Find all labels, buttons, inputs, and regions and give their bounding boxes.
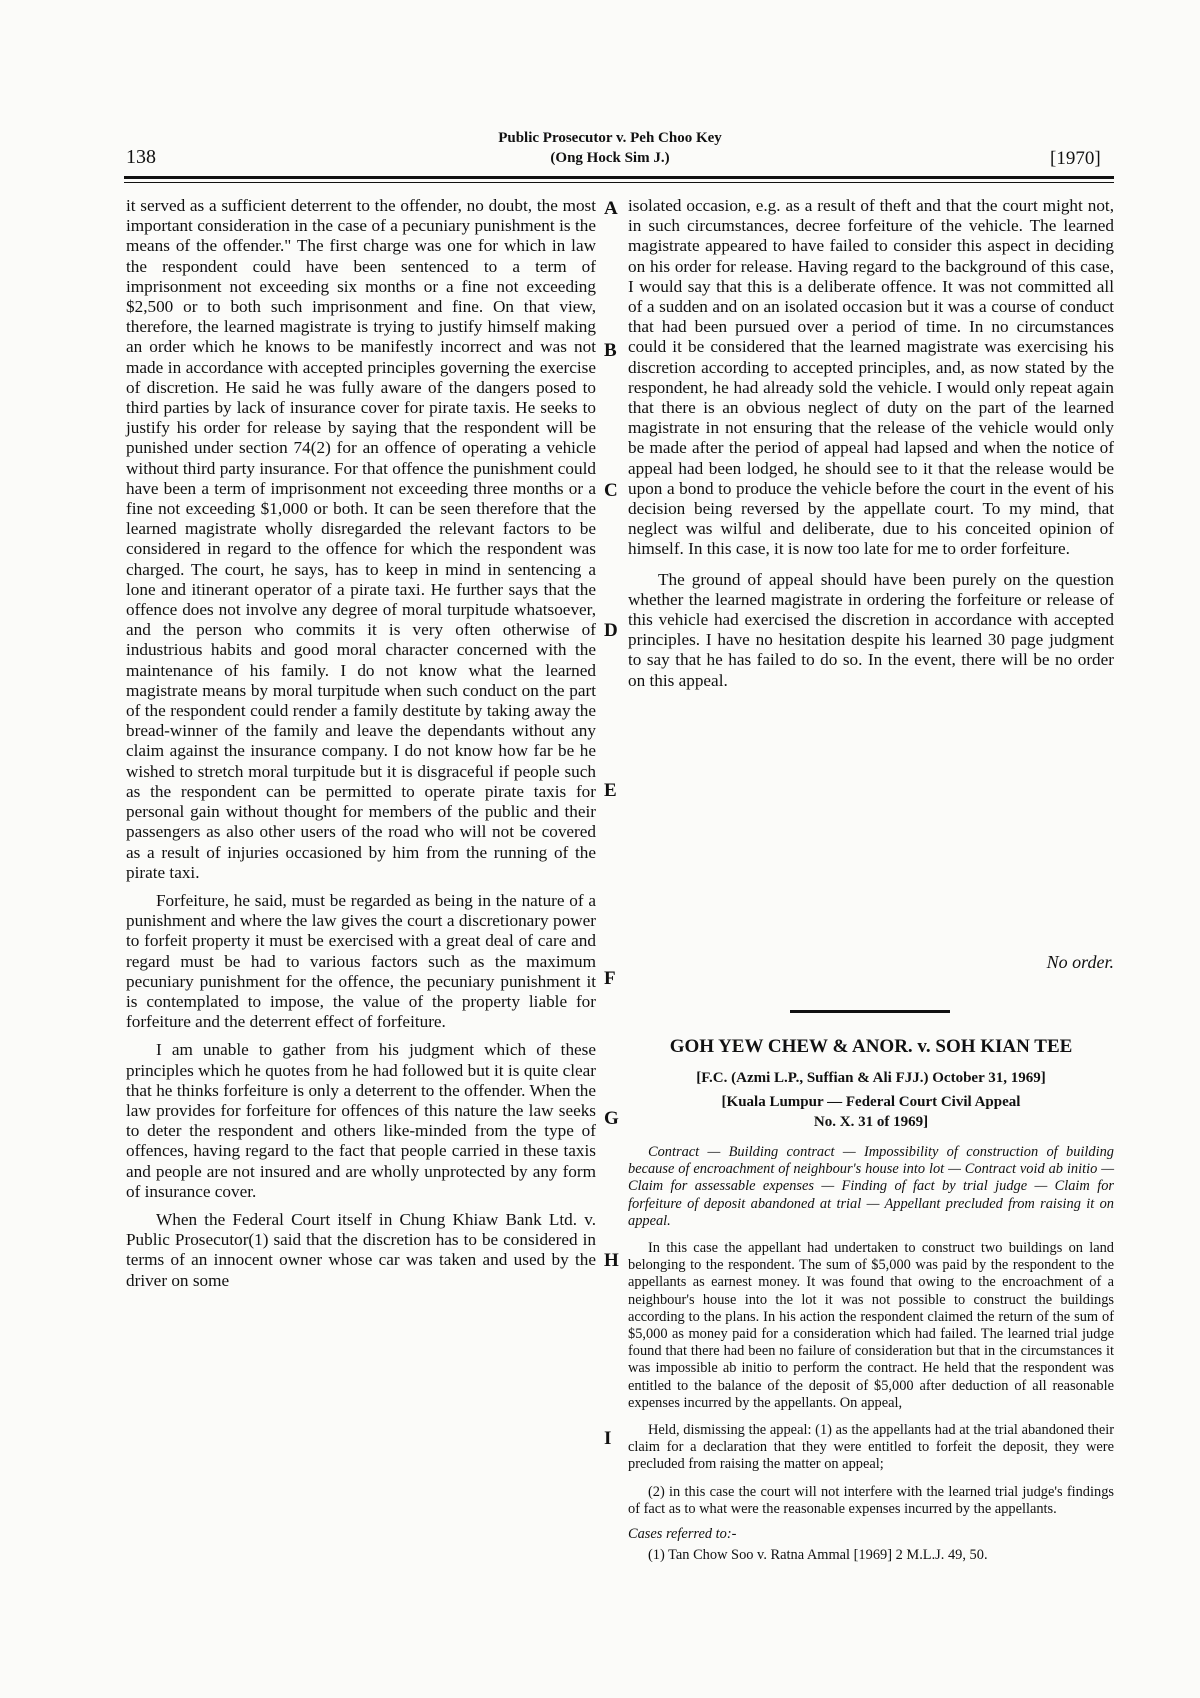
margin-letter: D: [604, 620, 618, 641]
header-rule-thick: [124, 176, 1114, 179]
header-judge: (Ong Hock Sim J.): [550, 150, 670, 166]
margin-letter: I: [604, 1428, 612, 1449]
left-paragraph: it served as a sufficient deterrent to the offender, no doubt, the most important consideration in the case of a pecuniary punishment is the means of the offender." The first charge was one for which in law the respondent could have been sentenced to a term of imprisonment not exceeding six months or a fine not exceeding $2,500 or to both such imprisonment and fine. On that view, therefore, the learned magistrate is trying to justify himself making an order which he knows to be manifestly incorrect and was not made in accordance with accepted principles governing the exercise of discretion. He said he was fully aware of the dangers posed to third parties by lack of insurance cover for pirate taxis. He seeks to justify his order for release by saying that the respondent will be punished under section 74(2) for an offence of operating a vehicle without third party insurance. For that offence the punishment could have been a term of imprisonment not exceeding three months or a fine not exceeding $1,000 or both. It can be seen therefore that the learned magistrate wholly disregarded the relevant factors to be considered in regard to the offence for which the respondent was charged. The court, he says, has to keep in mind in sentencing a lone and itinerant operator of a pirate taxi. He further says that the offence does not involve any degree of moral turpitude whatsoever, and the person who commits it is very often otherwise of industrious habits and good moral character concerned with the maintenance of his family. I do not know what the learned magistrate means by moral turpitude when such conduct on the part of the respondent could render a family destitute by taking away the bread-winner of the family and leave the dependants without any claim against the insurance company. I do not know how far be he wished to stretch moral turpitude but it is disgraceful if people such as the respondent can be permitted to operate pirate taxis for personal gain without thought for members of the public and their passengers as also other users of the road who will not be covered as a result of injuries occasioned by him from the running of the pirate taxi.: [126, 196, 596, 882]
left-paragraph: I am unable to gather from his judgment which of these principles which he quotes from he had followed but it is quite clear that he thinks forfeiture is only a deterrent to the offender. When the law provides for forfeiture for offences of this nature the law seeks to deter the respondent and others like-minded from the type of offences, having regard to the fact that people carried in these taxis and people are not insured and are wholly unprotected by any form of insurance cover.: [126, 1040, 596, 1201]
right-paragraph: isolated occasion, e.g. as a result of theft and that the court might not, in such circumstances, decree forfeiture of the vehicle. The learned magistrate appeared to have failed to consider this aspect in deciding on his order for release. Having regard to the background of this case, I would say that this is a deliberate offence. It was not committed all of a sudden and on an isolated occasion but it was a course of conduct that had been pursued over a period of time. In no circumstances could it be considered that the learned magistrate was exercising his discretion according to accepted principles, and, as now stated by the respondent, he had already sold the vehicle. I would only repeat again that there is an obvious neglect of duty on the part of the learned magistrate in not ensuring that the release of the vehicle would only be made after the period of appeal had lapsed and when the notice of appeal had been lodged, he should see to it that the release would be upon a bond to produce the vehicle before the court in the event of his decision being reversed by the appellate court. To my mind, that neglect was wilful and deliberate, due to his conceited opinion of himself. In this case, it is now too late for me to order forfeiture.: [628, 196, 1114, 559]
court-location-line: [Kuala Lumpur — Federal Court Civil Appeal: [721, 1094, 1021, 1110]
right-paragraph: The ground of appeal should have been purely on the question whether the learned magistrate in ordering the forfeiture or release of this vehicle had exercised the discretion in accordance with accepted principles. I have no hesitation despite his learned 30 page judgment to say that he has failed to do so. In the event, there will be no order on this appeal.: [628, 569, 1114, 690]
case-separator-rule: [790, 1010, 950, 1013]
margin-letter: F: [604, 968, 616, 989]
margin-letter: B: [604, 340, 617, 361]
headnote: In this case the appellant had undertaken to construct two buildings on land belonging to the respondent. The sum of $5,000 was paid by the respondent to the appellants as earnest money. It was found that owing to the encroachment of a neighbour's house into the lot it was not possible to construct the buildings according to the plans. In his action the respondent claimed the return of the sum of $5,000 as money paid for a consideration which had failed. The learned trial judge found that there had been no failure of consideration but that in the circumstances it was impossible ab initio to perform the contract. He held that the respondent was entitled to the balance of the deposit of $5,000 after deduction of all reasonable expenses incurred by the appellants. On appeal,: [628, 1240, 1114, 1411]
appeal-number-line: No. X. 31 of 1969]: [813, 1114, 929, 1130]
margin-letter: H: [604, 1250, 619, 1271]
left-paragraph: When the Federal Court itself in Chung Khiaw Bank Ltd. v. Public Prosecutor(1) said that the discretion has to be considered in terms of an innocent owner whose car was taken and used by the driver on some: [126, 1209, 596, 1290]
left-paragraph: Forfeiture, he said, must be regarded as being in the nature of a punishment and where the law gives the court a discretionary power to forfeit property it must be exercised with a great deal of care and regard must be had to various factors such as the maximum pecuniary punishment for the offence, the pecuniary punishment it is contemplated to impose, the value of the property liable for forfeiture and the deterrent effect of forfeiture.: [126, 890, 596, 1032]
cases-referred-label: Cases referred to:-: [628, 1526, 737, 1543]
header-case-name: Public Prosecutor v. Peh Choo Key: [498, 130, 722, 146]
no-order-note: No order.: [1046, 952, 1114, 972]
left-column: [126, 196, 596, 1291]
margin-letter: E: [604, 780, 617, 801]
case-title: GOH YEW CHEW & ANOR. v. SOH KIAN TEE: [669, 1036, 1073, 1057]
report-year: [1970]: [1050, 148, 1101, 169]
court-line: [F.C. (Azmi L.P., Suffian & Ali FJJ.) October 31, 1969]: [696, 1070, 1046, 1086]
running-header: [400, 128, 820, 168]
margin-letter: A: [604, 198, 618, 219]
page-number: 138: [126, 146, 156, 168]
margin-letter: C: [604, 480, 618, 501]
catchwords: Contract — Building contract — Impossibility of construction of building because of encroachment of neighbour's house into lot — Contract void ab initio — Claim for assessable expenses — Finding of fact by trial judge — Claim for forfeiture of deposit abandoned at trial — Appellant precluded from raising it on appeal.: [628, 1144, 1114, 1229]
new-case-block: [628, 1036, 1114, 1564]
header-rule-thin: [124, 182, 1114, 183]
held-point-1: Held, dismissing the appeal: (1) as the appellants had at the trial abandoned their claim for a declaration that they were entitled to forfeit the deposit, they were precluded from raising the matter on appeal;: [628, 1422, 1114, 1473]
margin-letter: G: [604, 1108, 619, 1129]
case-reference: (1) Tan Chow Soo v. Ratna Ammal [1969] 2 M.L.J. 49, 50.: [648, 1547, 988, 1564]
right-column: [628, 196, 1114, 691]
held-point-2: (2) in this case the court will not interfere with the learned trial judge's findings of fact as to what were the reasonable expenses incurred by the appellants.: [628, 1483, 1114, 1517]
